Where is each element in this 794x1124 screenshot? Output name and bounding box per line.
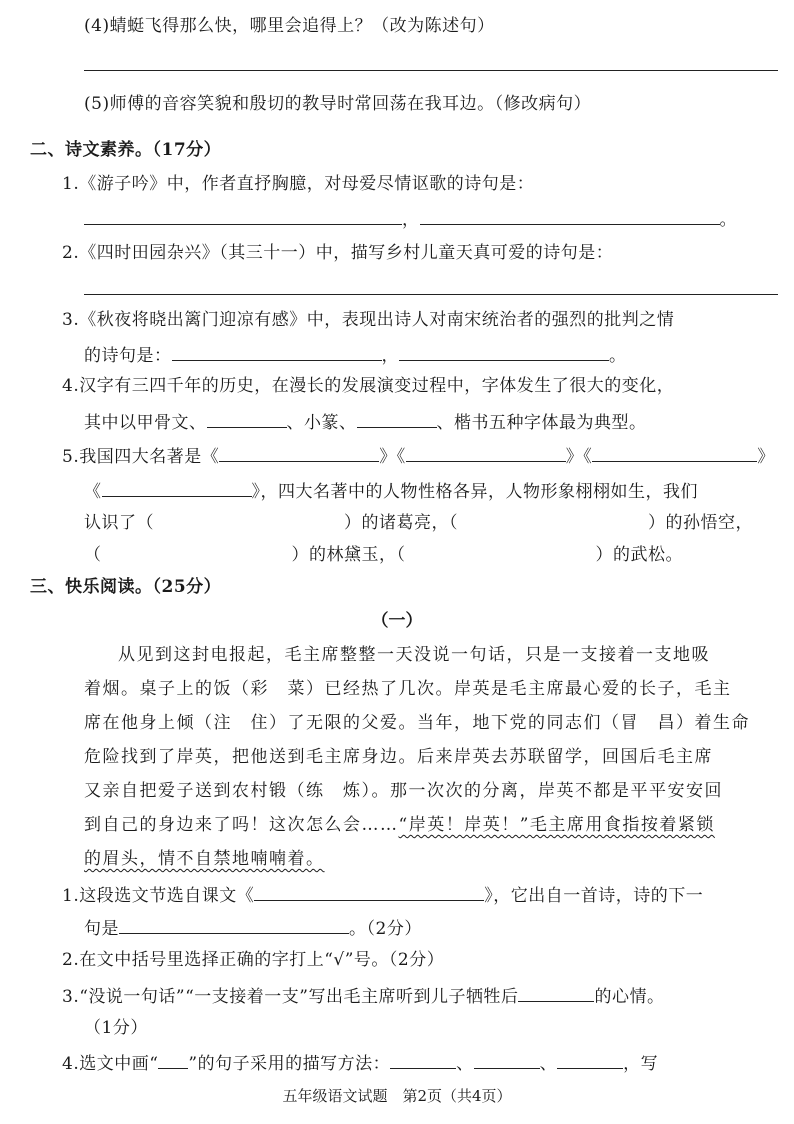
blank[interactable] [102,480,252,497]
blank[interactable] [357,411,437,428]
blank[interactable] [592,445,757,462]
section-2-title: 二、诗文素养。（17分） [30,140,222,160]
poetry-q4-line2: 其中以甲骨文、 、小篆、 、楷书五种字体最为典型。 [84,413,647,433]
passage-line: 着烟。桌子上的饭（彩 菜）已经热了几次。岸英是毛主席最心爱的长子，毛主 [84,679,732,699]
poetry-q5-line2: 《 》，四大名著中的人物性格各异，人物形象栩栩如生，我们 [84,482,698,502]
passage-number: （一） [371,611,423,631]
poetry-q5-line1: 5.我国四大名著是《 》《 》《 》 [62,447,775,467]
page-footer: 五年级语文试题 第2页（共4页） [282,1087,512,1105]
answer-line[interactable] [84,70,778,71]
reading-q4: 4.选文中画“ ”的句子采用的描写方法： 、 、 ，写 [62,1054,659,1074]
blank[interactable] [518,985,594,1002]
blank[interactable] [406,445,566,462]
question-rewrite-5: (5)师傅的音容笑貌和殷切的教导时常回荡在我耳边。（修改病句） [84,94,592,114]
poetry-q4-line1: 4.汉字有三四千年的历史，在漫长的发展演变过程中，字体发生了很大的变化， [62,376,675,396]
blank[interactable] [158,1052,188,1069]
question-rewrite-4: (4)蜻蜓飞得那么快，哪里会追得上？（改为陈述句） [84,16,495,36]
blank[interactable] [84,208,402,225]
blank[interactable] [254,884,484,901]
poetry-q3-line1: 3.《秋夜将晓出篱门迎凉有感》中，表现出诗人对南宋统治者的强烈的批判之情 [62,310,675,330]
blank[interactable] [172,344,382,361]
passage-line: 到自己的身边来了吗！这次怎么会……“岸英！岸英！”毛主席用食指按着紧锁 [84,815,715,835]
blank[interactable] [557,1052,623,1069]
blank[interactable] [420,208,720,225]
blank[interactable] [207,411,287,428]
poetry-q1-answer: ， 。 [84,208,737,230]
poetry-q5-line4: （ ）的林黛玉，（ ）的武松。 [84,545,683,565]
section-3-title: 三、快乐阅读。（25分） [30,577,222,597]
wavy-underlined-sentence: “岸英！岸英！”毛主席用食指按着紧锁 [398,815,715,835]
reading-q1-line2: 句是 。（2分） [84,919,422,939]
blank[interactable] [119,917,349,934]
poetry-q2: 2.《四时田园杂兴》（其三十一）中，描写乡村儿童天真可爱的诗句是： [62,243,614,263]
reading-q1-line1: 1.这段选文节选自课文《 》，它出自一首诗，诗的下一 [62,886,704,906]
reading-q3-line2: （1分） [84,1018,148,1038]
blank[interactable] [390,1052,456,1069]
answer-line[interactable] [84,294,778,295]
blank[interactable] [474,1052,540,1069]
reading-q2: 2.在文中括号里选择正确的字打上“√”号。（2分） [62,950,445,970]
passage-line [84,849,325,869]
poetry-q1: 1.《游子吟》中，作者直抒胸臆，对母爱尽情讴歌的诗句是： [62,174,535,194]
passage-line: 从见到这封电报起，毛主席整整一天没说一句话，只是一支接着一支地吸 [118,645,710,665]
passage-line: 席在他身上倾（注 住）了无限的父爱。当年，地下党的同志们（冒 昌）着生命 [84,713,750,733]
poetry-q3-line2: 的诗句是： ， 。 [84,346,627,366]
reading-q3-line1: 3.“没说一句话”“一支接着一支”写出毛主席听到儿子牺牲后 的心情。 [62,987,665,1007]
passage-line: 又亲自把爱子送到农村锻（练 炼）。那一次次的分离，岸英不都是平平安安回 [84,781,723,801]
wavy-underlined-sentence: 的眉头，情不自禁地喃喃着。 [84,849,325,869]
blank[interactable] [399,344,609,361]
blank[interactable] [219,445,379,462]
poetry-q5-line3: 认识了（ ）的诸葛亮，（ ）的孙悟空， [84,513,753,533]
passage-line: 危险找到了岸英，把他送到毛主席身边。后来岸英去苏联留学，回国后毛主席 [84,747,713,767]
